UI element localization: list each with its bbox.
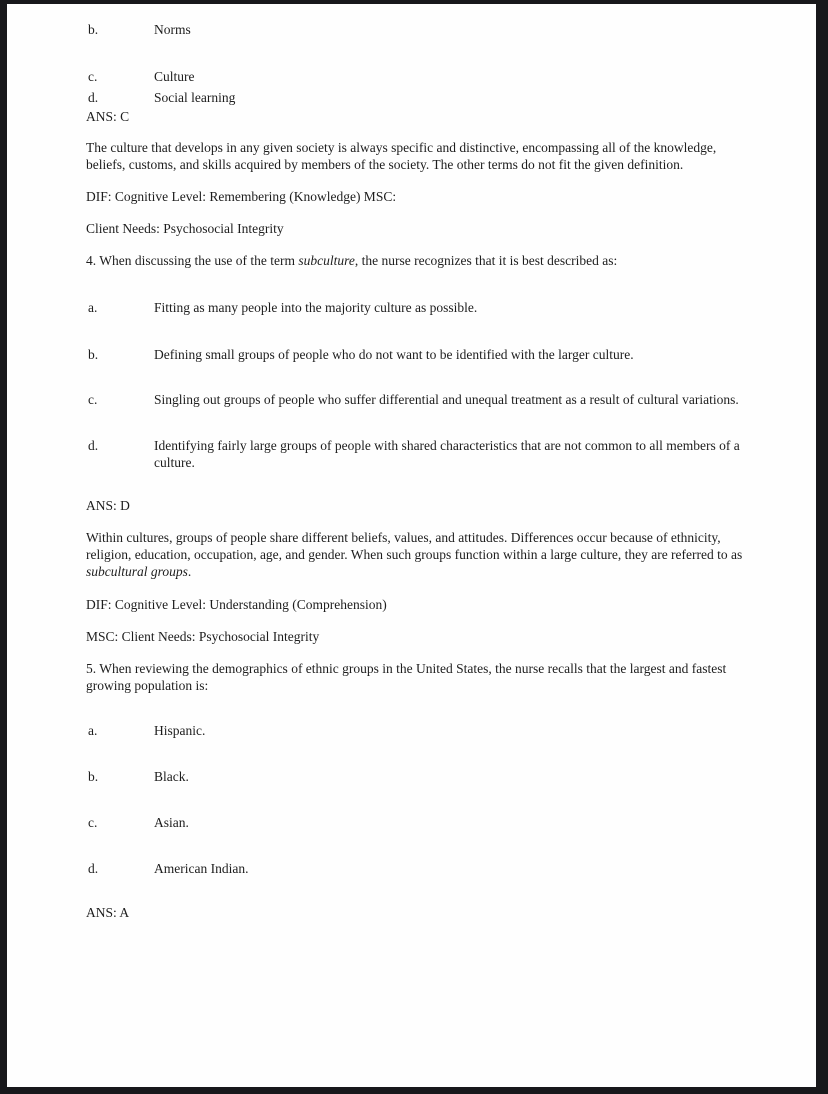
document-page bbox=[7, 4, 816, 1087]
q4-option-a bbox=[86, 299, 762, 316]
q4-rationale-suffix: . bbox=[187, 564, 192, 579]
q3-option-b bbox=[86, 21, 762, 38]
q4-rationale-prefix: Within cultures, groups of people share different beliefs, values, and attitudes. Differences occur because of ethnicity, religion, education, occupation, age, and gender. When such groups function within a large culture, they are referred to as bbox=[86, 530, 743, 562]
option-letter: b. bbox=[88, 22, 99, 37]
option-letter: a. bbox=[88, 723, 98, 738]
q3-client-needs-line: Client Needs: Psychosocial Integrity bbox=[86, 221, 284, 236]
option-letter: c. bbox=[88, 69, 98, 84]
option-text: Hispanic. bbox=[154, 723, 206, 738]
option-letter: d. bbox=[88, 438, 99, 453]
q3-answer-line: ANS: C bbox=[86, 109, 130, 124]
q4-stem-prefix: 4. When discussing the use of the term bbox=[86, 253, 299, 268]
option-letter: b. bbox=[88, 769, 99, 784]
q5-option-b bbox=[86, 768, 762, 785]
q5-answer-line: ANS: A bbox=[86, 905, 130, 920]
option-text: Black. bbox=[154, 769, 189, 784]
q4-stem-suffix: , the nurse recognizes that it is best described as: bbox=[354, 253, 618, 268]
option-text: Culture bbox=[154, 69, 195, 84]
q4-option-b bbox=[86, 346, 762, 363]
option-letter: a. bbox=[88, 300, 98, 315]
option-text: Social learning bbox=[154, 90, 236, 105]
q3-option-c bbox=[86, 68, 762, 85]
option-text: Fitting as many people into the majority culture as possible. bbox=[154, 300, 478, 315]
option-text: Singling out groups of people who suffer differential and unequal treatment as a result of cultural variations. bbox=[154, 392, 739, 407]
option-letter: c. bbox=[88, 815, 98, 830]
q3-rationale: The culture that develops in any given society is always specific and distinctive, encompassing all of the knowledge, beliefs, customs, and skills acquired by members of the society. The other terms do not fit the given definition. bbox=[86, 140, 717, 172]
q4-stem bbox=[86, 252, 754, 269]
option-text: Asian. bbox=[154, 815, 189, 830]
q4-option-d bbox=[86, 437, 762, 471]
q4-stem-term: subculture bbox=[298, 253, 355, 268]
q3-option-d bbox=[86, 89, 762, 106]
q5-stem: 5. When reviewing the demographics of ethnic groups in the United States, the nurse recalls that the largest and fastest growing population is: bbox=[86, 661, 727, 693]
q4-option-c bbox=[86, 391, 762, 408]
q4-msc-line: MSC: Client Needs: Psychosocial Integrity bbox=[86, 629, 320, 644]
q5-option-d bbox=[86, 860, 762, 877]
option-letter: b. bbox=[88, 347, 99, 362]
q5-option-c bbox=[86, 814, 762, 831]
document-content bbox=[86, 4, 762, 921]
option-text: American Indian. bbox=[154, 861, 249, 876]
option-letter: d. bbox=[88, 861, 99, 876]
option-text: Identifying fairly large groups of people with shared characteristics that are not common to all members of a culture. bbox=[154, 438, 740, 470]
option-letter: c. bbox=[88, 392, 98, 407]
q5-option-a bbox=[86, 722, 762, 739]
q3-dif-line: DIF: Cognitive Level: Remembering (Knowledge) MSC: bbox=[86, 189, 397, 204]
q4-rationale bbox=[86, 529, 754, 580]
q4-rationale-term: subcultural groups bbox=[86, 564, 188, 579]
option-letter: d. bbox=[88, 90, 99, 105]
q4-dif-line: DIF: Cognitive Level: Understanding (Comprehension) bbox=[86, 597, 387, 612]
q4-answer-line: ANS: D bbox=[86, 498, 130, 513]
option-text: Defining small groups of people who do not want to be identified with the larger culture. bbox=[154, 347, 634, 362]
option-text: Norms bbox=[154, 22, 191, 37]
